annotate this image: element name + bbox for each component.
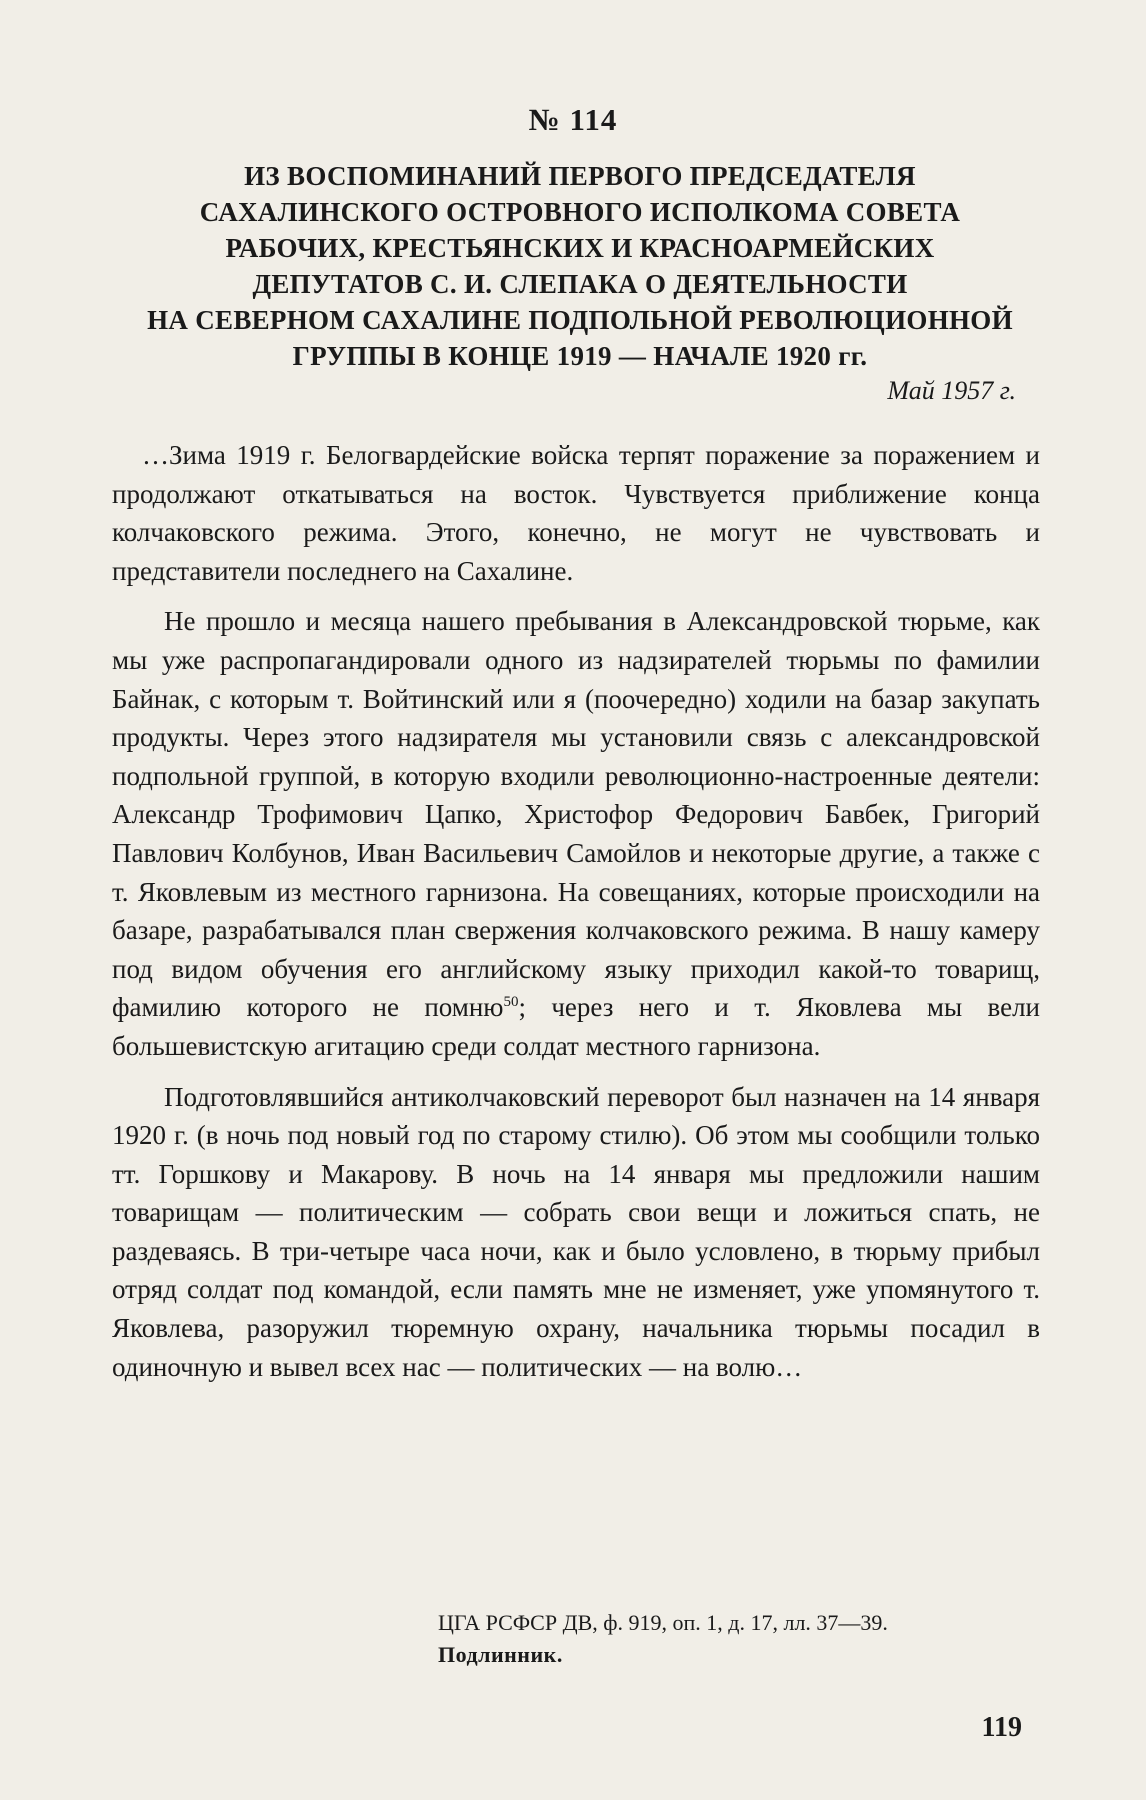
paragraph: Подготовлявшийся антиколчаковский переворот был назначен на 14 января 1920 г. (в ночь под новый год по старому стилю). Об этом мы сообщили только тт. Горшкову и Макарову. В ночь на 14 января мы предложили нашим товарищам — политическим — собрать свои вещи и ложиться спать, не раздеваясь. В три-четыре часа ночи, как и было условлено, в тюрьму прибыл отряд солдат под командой, если память мне не изменяет, уже упомянутого т. Яковлева, разоружил тюремную охрану, начальника тюрьмы посадил в одиночную и вывел всех нас — политических — на волю… (112, 1081, 1040, 1382)
title-line: РАБОЧИХ, КРЕСТЬЯНСКИХ И КРАСНОАРМЕЙСКИХ (225, 233, 935, 263)
paragraph: …Зима 1919 г. Белогвардейские войска терпят поражение за поражением и продолжают откатываться на восток. Чувствуется приближение конца колчаковского режима. Этого, конечно, не могут не чувствовать и представители последнего на Сахалине. (112, 440, 1040, 586)
original-note: Подлинник. (438, 1642, 563, 1667)
paragraph-text: ; через него и т. Яковлева мы вели большевистскую агитацию среди солдат местного гарнизона. (112, 992, 1040, 1061)
archive-source: ЦГА РСФСР ДВ, ф. 919, оп. 1, д. 17, лл. 37—39. (438, 1610, 888, 1635)
page-number: 119 (981, 1712, 1022, 1743)
title-line: ДЕПУТАТОВ С. И. СЛЕПАКА О ДЕЯТЕЛЬНОСТИ (252, 269, 908, 299)
title-line: ИЗ ВОСПОМИНАНИЙ ПЕРВОГО ПРЕДСЕДАТЕЛЯ (244, 161, 916, 191)
document-title (100, 158, 1060, 374)
document-date: Май 1957 г. (887, 376, 1016, 405)
document-body (112, 436, 1040, 1398)
paragraph (112, 602, 1040, 1065)
title-line: НА СЕВЕРНОМ САХАЛИНЕ ПОДПОЛЬНОЙ РЕВОЛЮЦИОННОЙ (147, 305, 1013, 335)
title-line: САХАЛИНСКОГО ОСТРОВНОГО ИСПОЛКОМА СОВЕТА (199, 197, 961, 227)
title-line: ГРУППЫ В КОНЦЕ 1919 — НАЧАЛЕ 1920 гг. (292, 341, 868, 371)
document-number: № 114 (528, 102, 618, 137)
paragraph-text: Не прошло и месяца нашего пребывания в Александровской тюрьме, как мы уже распропагандировали одного из надзирателей тюрьмы по фамилии Байнак, с которым т. Войтинский или я (поочередно) ходили на базар закупать продукты. Через этого надзирателя мы установили связь с александровской подпольной группой, в которую входили революционно-настроенные деятели: Александр Трофимович Цапко, Христофор Федорович Бавбек, Григорий Павлович Колбунов, Иван Васильевич Самойлов и некоторые другие, а также с т. Яковлевым из местного гарнизона. На совещаниях, которые происходили на базаре, разрабатывался план свержения колчаковского режима. В нашу камеру под видом обучения его английскому языку приходил какой-то товарищ, фамилию которого не помню (112, 606, 1040, 1023)
footnote-reference: 50 (503, 994, 519, 1011)
